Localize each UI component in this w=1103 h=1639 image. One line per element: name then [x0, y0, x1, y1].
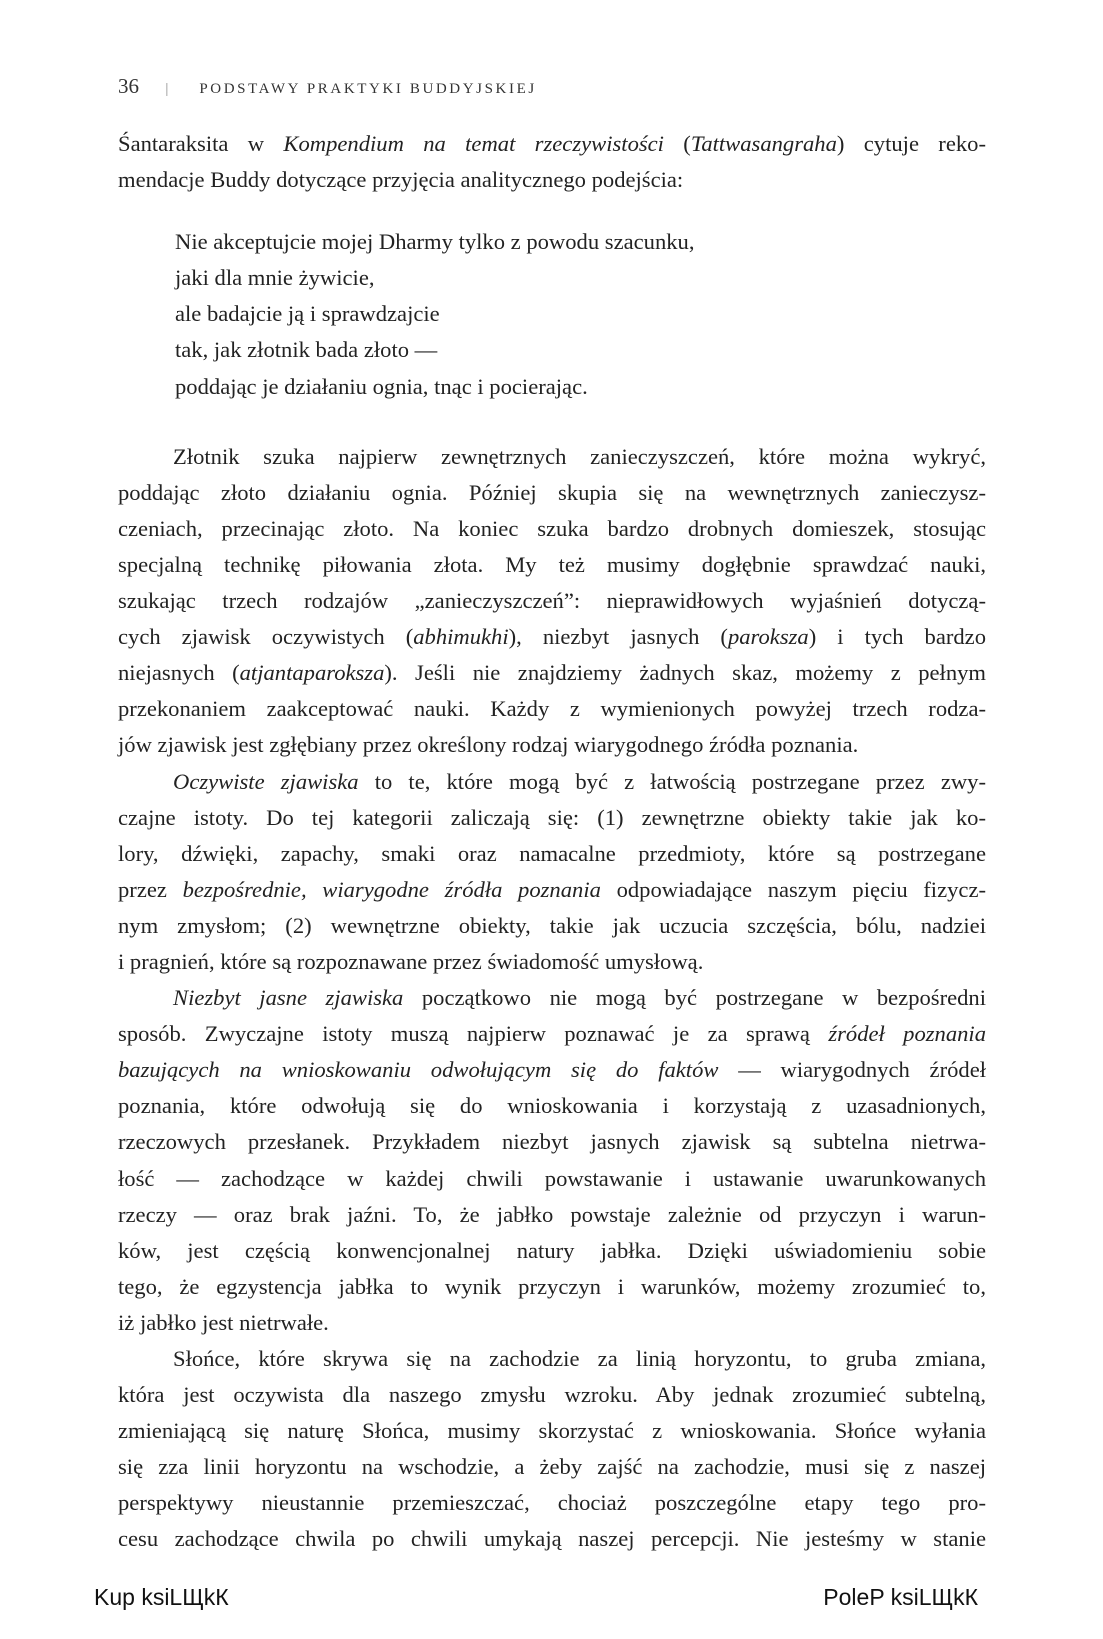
paragraph-line: perspektywy nieustannie przemieszczać, chociaż poszczególne etapy tego pro- [118, 1490, 986, 1516]
paragraph-line: nym zmysłom; (2) wewnętrzne obiekty, takie jak uczucia szczęścia, bólu, nadziei [118, 912, 986, 938]
paragraph-line: rzeczowych przesłanek. Przykładem niezbyt jasnych zjawisk są subtelna nietrwa- [118, 1129, 986, 1155]
running-title: PODSTAWY PRAKTYKI BUDDYJSKIEJ [199, 81, 537, 97]
running-header [118, 74, 537, 99]
paragraph-line: zmieniającą się naturę Słońca, musimy skorzystać z wnioskowania. Słońce wyłania [118, 1418, 986, 1444]
verse-line: tak, jak złotnik bada złoto — [175, 337, 438, 363]
page-body [118, 126, 986, 1558]
recommend-book-link[interactable]: PoleP ksiLЩkК [823, 1584, 978, 1610]
paragraph-line: się zza linii horyzontu na wschodzie, a żeby zajść na zachodzie, musi się z naszej [118, 1454, 986, 1480]
verse-line: poddając je działaniu ognia, tnąc i pocierając. [175, 373, 588, 399]
quoted-verse [175, 224, 986, 404]
buy-book-link[interactable]: Kup ksiLЩkК [94, 1584, 229, 1610]
paragraph-line: rzeczy — oraz brak jaźni. To, że jabłko powstaje zależnie od przyczyn i warun- [118, 1201, 986, 1227]
paragraph-line: iż jabłko jest nietrwałe. [118, 1309, 329, 1335]
intro-line: mendacje Buddy dotyczące przyjęcia analitycznego podejścia: [118, 167, 684, 193]
page-number: 36 [118, 74, 139, 98]
paragraph-line: łość — zachodzące w każdej chwili powstawanie i ustawanie uwarunkowanych [118, 1165, 986, 1191]
paragraph-line: czeniach, przecinając złoto. Na koniec szuka bardzo drobnych domieszek, stosując [118, 515, 986, 541]
paragraph-line: tego, że egzystencja jabłka to wynik przyczyn i warunków, możemy zrozumieć to, [118, 1273, 986, 1299]
intro-line: Śantaraksita w Kompendium na temat rzeczywistości (Tattwasangraha) cytuje reko- [118, 131, 986, 156]
paragraph-line: Oczywiste zjawiska to te, które mogą być z łatwością postrzegane przez zwy- [173, 768, 986, 794]
paragraph-line: czajne istoty. Do tej kategorii zaliczają się: (1) zewnętrzne obiekty takie jak ko- [118, 804, 986, 830]
verse-line: ale badajcie ją i sprawdzajcie [175, 301, 440, 327]
paragraph-line: specjalną technikę piłowania złota. My też musimy dogłębnie sprawdzać nauki, [118, 551, 986, 577]
header-separator: | [165, 81, 171, 97]
paragraph-line: szukając trzech rodzajów „zanieczyszczeń”: nieprawidłowych wyjaśnień dotyczą- [118, 588, 986, 614]
paragraph-line: niejasnych (atjantaparoksza). Jeśli nie znajdziemy żadnych skaz, możemy z pełnym [118, 660, 986, 686]
paragraph-line: przez bezpośrednie, wiarygodne źródła poznania odpowiadające naszym pięciu fizycz- [118, 876, 986, 902]
paragraph-line: bazujących na wnioskowaniu odwołującym się do faktów — wiarygodnych źródeł [118, 1057, 986, 1083]
paragraph-line: cesu zachodzące chwila po chwili umykają naszej percepcji. Nie jesteśmy w stanie [118, 1526, 986, 1552]
verse-line: Nie akceptujcie mojej Dharmy tylko z powodu szacunku, [175, 229, 695, 255]
paragraph-line: Złotnik szuka najpierw zewnętrznych zanieczyszczeń, które można wykryć, [173, 443, 986, 469]
paragraph-line: poznania, które odwołują się do wnioskowania i korzystają z uzasadnionych, [118, 1093, 986, 1119]
paragraph-line: i pragnień, które są rozpoznawane przez świadomość umysłową. [118, 948, 704, 974]
paragraph-line: Niezbyt jasne zjawiska początkowo nie mogą być postrzegane w bezpośredni [173, 985, 987, 1011]
paragraph-line: sposób. Zwyczajne istoty muszą najpierw poznawać je za sprawą źródeł poznania [118, 1021, 986, 1047]
paragraph-line: jów zjawisk jest zgłębiany przez określony rodzaj wiarygodnego źródła poznania. [118, 732, 859, 758]
paragraph-line: lory, dźwięki, zapachy, smaki oraz namacalne przedmioty, które są postrzegane [118, 840, 986, 866]
verse-line: jaki dla mnie żywicie, [175, 265, 375, 291]
paragraph-line: Słońce, które skrywa się na zachodzie za linią horyzontu, to gruba zmiana, [173, 1346, 986, 1371]
paragraph-line: przekonaniem zaakceptować nauki. Każdy z wymienionych powyżej trzech rodza- [118, 696, 986, 722]
paragraph-line: cych zjawisk oczywistych (abhimukhi), niezbyt jasnych (paroksza) i tych bardzo [118, 624, 986, 650]
paragraph-line: ków, jest częścią konwencjonalnej natury jabłka. Dzięki uświadomieniu sobie [118, 1237, 986, 1263]
paragraph-line: poddając złoto działaniu ognia. Później skupia się na wewnętrznych zanieczysz- [118, 479, 986, 505]
paragraph-line: która jest oczywista dla naszego zmysłu wzroku. Aby jednak zrozumieć subtelną, [118, 1382, 986, 1408]
